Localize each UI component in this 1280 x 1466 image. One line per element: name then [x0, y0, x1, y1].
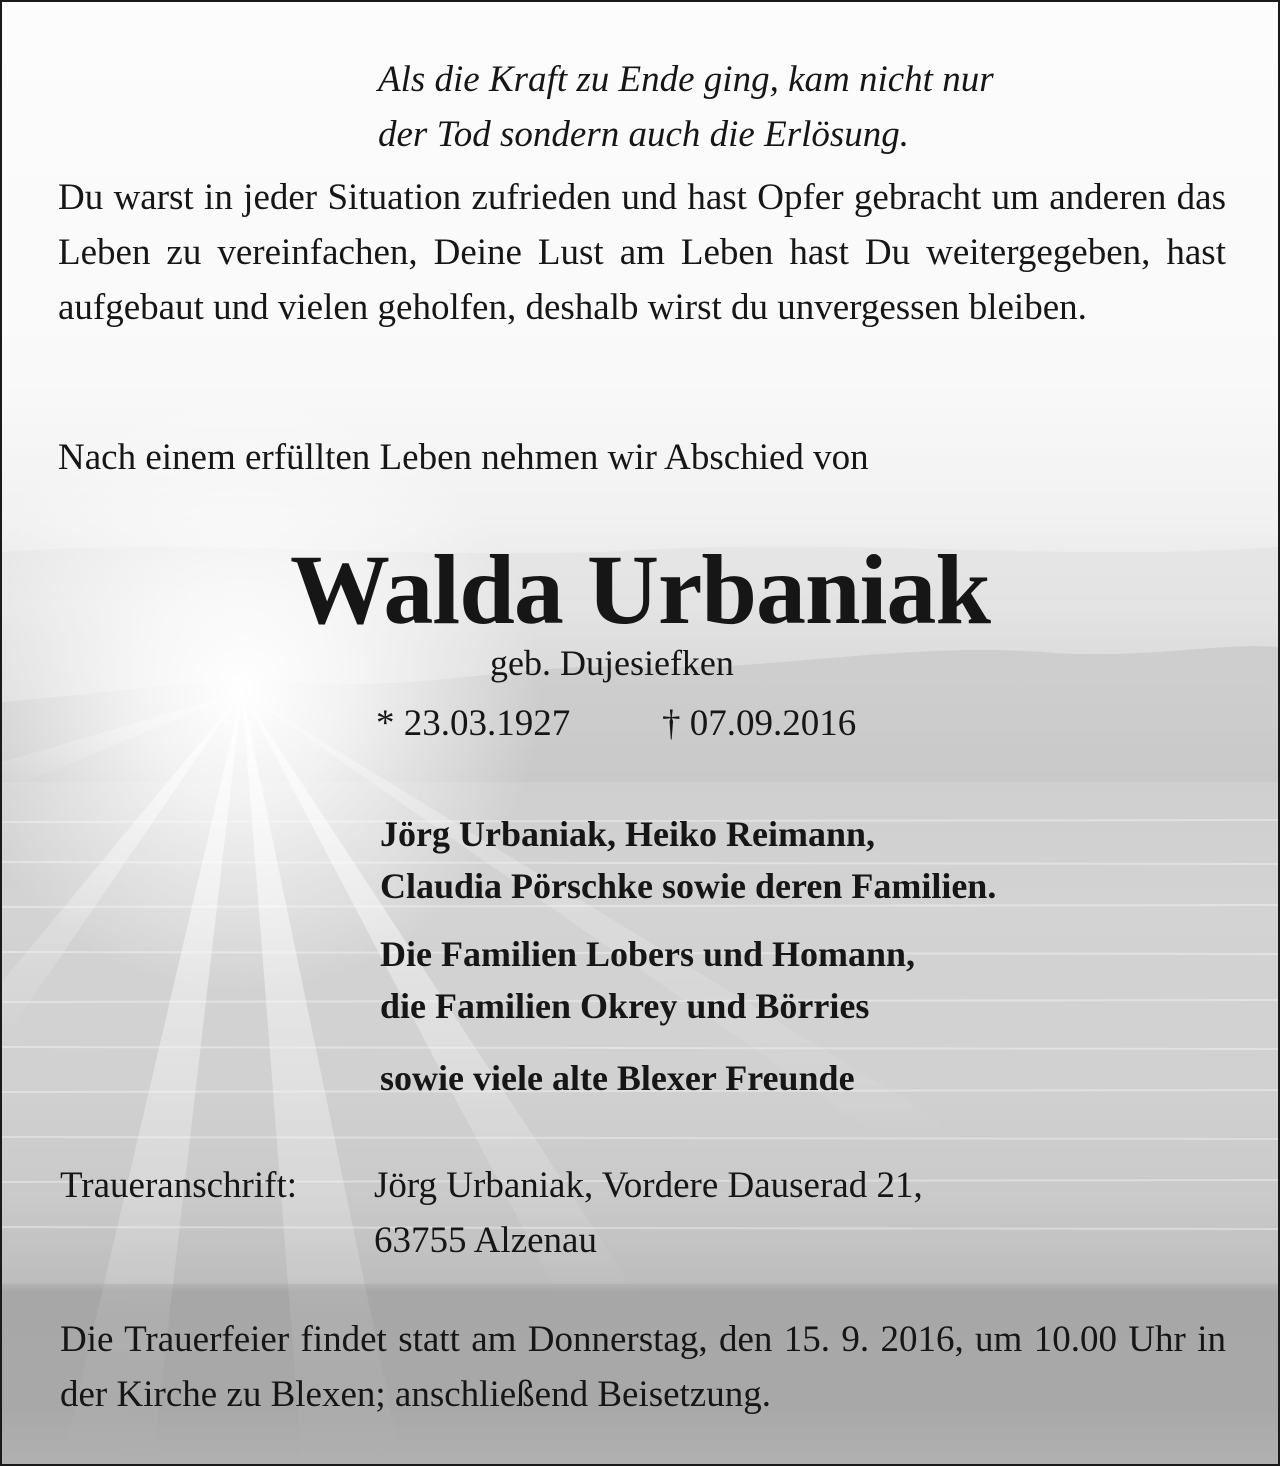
mourners-group: [380, 808, 996, 912]
mourners-group: [380, 928, 915, 1032]
mourners-line: Jörg Urbaniak, Heiko Reimann,: [380, 814, 876, 854]
mourners-line: Claudia Pörschke sowie deren Familien.: [380, 866, 997, 906]
deceased-name: Walda Urbaniak: [289, 534, 991, 645]
farewell-line: Nach einem erfüllten Leben nehmen wir Abschied von: [58, 437, 869, 478]
mourners-group: [380, 1052, 855, 1104]
tribute-paragraph: Du warst in jeder Situation zufrieden und hast Opfer gebracht um anderen das Leben zu vereinfachen, Deine Lust am Leben hast Du weitergegeben, hast aufgebaut und vielen geholfen, deshalb wirst du unvergessen bleiben.: [58, 177, 1226, 328]
motto-line: Als die Kraft zu Ende ging, kam nicht nur: [378, 59, 994, 100]
mourners-line: Die Familien Lobers und Homann,: [380, 934, 916, 974]
mourning-address: [374, 1158, 923, 1268]
maiden-name: geb. Dujesiefken: [490, 643, 734, 683]
address-line: 63755 Alzenau: [374, 1220, 597, 1261]
address-line: Jörg Urbaniak, Vordere Dauserad 21,: [374, 1165, 923, 1206]
mourners-line: die Familien Okrey und Börries: [380, 986, 870, 1026]
death-date: † 07.09.2016: [662, 703, 857, 744]
motto-line: der Tod sondern auch die Erlösung.: [378, 114, 910, 155]
birth-date: * 23.03.1927: [376, 703, 571, 744]
address-label: Traueranschrift:: [60, 1165, 298, 1206]
motto-quote: [378, 52, 994, 162]
mourners-line: sowie viele alte Blexer Freunde: [380, 1058, 855, 1098]
funeral-service-info: Die Trauerfeier findet statt am Donnerstag, den 15. 9. 2016, um 10.00 Uhr in der Kirche zu Blexen; anschließend Beisetzung.: [60, 1319, 1226, 1415]
